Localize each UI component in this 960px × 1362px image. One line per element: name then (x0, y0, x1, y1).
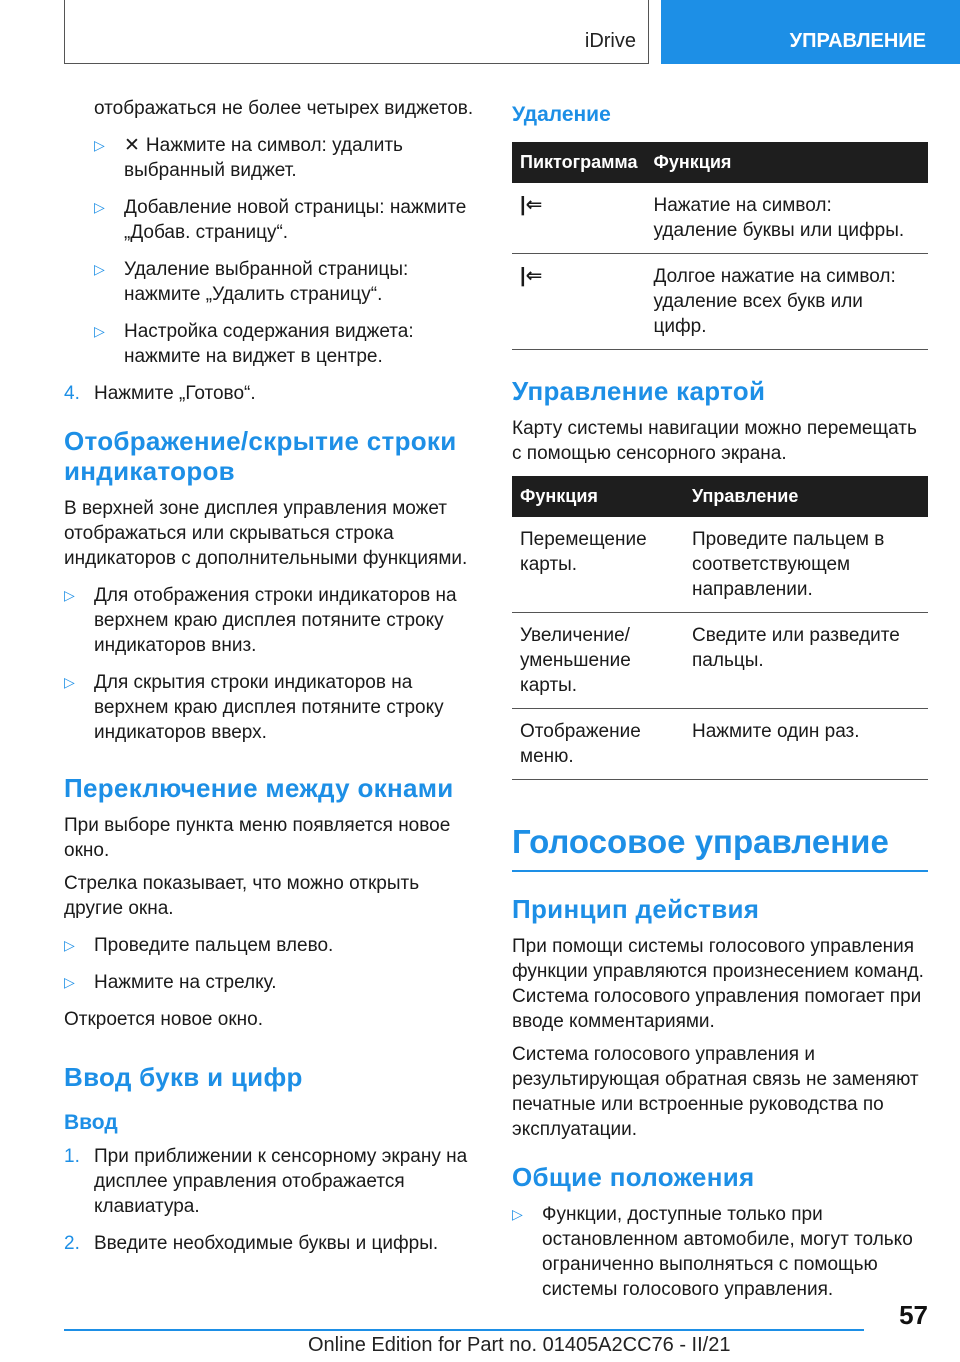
heading-principle: Принцип действия (512, 894, 760, 924)
table-cell: Долгое нажатие на символ: удаление всех букв или цифр. (646, 254, 929, 350)
table-header-cell: Функция (646, 142, 929, 183)
table-row (512, 613, 928, 709)
map-paragraph: Карту системы навигации можно перемещать с помощью сенсорного экрана. (512, 418, 917, 464)
delete-table (512, 142, 928, 350)
switch-item-swipe: ▷ Проведите пальцем влево. (64, 935, 334, 956)
entry-step-2: 2. Введите необходимые буквы и цифры. (64, 1233, 439, 1254)
triangle-bullet-icon: ▷ (94, 199, 105, 215)
heading-voice-control: Голосовое управление (512, 822, 928, 872)
triangle-bullet-icon: ▷ (64, 974, 75, 990)
right-column (512, 96, 928, 1314)
table-cell: Нажатие на символ: удаление буквы или цифры. (646, 183, 929, 254)
table-cell: Перемещение карты. (512, 517, 684, 613)
left-column (64, 96, 480, 1268)
page-number: 57 (899, 1300, 928, 1330)
heading-entry: Ввод (64, 1111, 118, 1134)
status-paragraph: В верхней зоне дисплея управления может отображаться или скрываться строка индикаторов с дополнительными функциями. (64, 498, 468, 569)
table-row (512, 709, 928, 780)
table-cell: Сведите или разведите пальцы. (684, 613, 928, 709)
switch-paragraph-2: Стрелка показывает, что можно открыть другие окна. (64, 873, 420, 919)
sub-item-delete-page: ▷ Удаление выбранной страницы: нажмите „Удалить страницу“. (94, 259, 409, 305)
footer-divider (64, 1329, 864, 1331)
header-idrive: iDrive (584, 30, 636, 52)
table-row (512, 183, 928, 254)
switch-paragraph-3: Откроется новое окно. (64, 1009, 263, 1030)
table-header-row (512, 476, 928, 517)
heading-switch-windows: Переключение между окнами (64, 773, 454, 803)
table-header-cell: Пиктограмма (512, 142, 646, 183)
step-4: 4. Нажмите „Готово“. (64, 383, 256, 404)
continued-text: отображаться не более четырех виджетов. (94, 98, 474, 119)
heading-general: Общие положения (512, 1162, 755, 1192)
heading-status-bar: Отображение/скрытие строки индикаторов (64, 426, 457, 486)
triangle-bullet-icon: ▷ (94, 137, 105, 153)
triangle-bullet-icon: ▷ (64, 937, 75, 953)
header-left-box (64, 0, 649, 64)
general-item: ▷ Функции, доступные только при остановленном автомобиле, могут только ограниченно выполняться с помощью системы голосового управления. (512, 1204, 913, 1300)
principle-paragraph-1: При помощи системы голосового управления функции управляются произнесением команд. Система голосового управления помогает при вводе комментариями. (512, 936, 924, 1032)
close-icon: ✕ (124, 135, 140, 156)
triangle-bullet-icon: ▷ (64, 587, 75, 603)
status-item-hide: ▷ Для скрытия строки индикаторов на верхнем краю дисплея потяните строку индикаторов вверх. (64, 672, 444, 743)
table-header-cell: Функция (512, 476, 684, 517)
footer-edition: Online Edition for Part no. 01405A2CC76 - II/21 (308, 1334, 731, 1356)
table-cell: Проведите пальцем в соответствующем направлении. (684, 517, 928, 613)
backspace-icon: |⇐ (512, 254, 646, 350)
entry-step-1: 1. При приближении к сенсорному экрану на дисплее управления отображается клавиатура. (64, 1146, 468, 1217)
sub-item-add-page: ▷ Добавление новой страницы: нажмите „Добав. страницу“. (94, 197, 467, 243)
heading-input: Ввод букв и цифр (64, 1062, 303, 1092)
table-cell: Отображение меню. (512, 709, 684, 780)
status-item-show: ▷ Для отображения строки индикаторов на верхнем краю дисплея потяните строку индикаторов вниз. (64, 585, 457, 656)
principle-paragraph-2: Система голосового управления и результирующая обратная связь не заменяют печатные или встроенные руководства по эксплуатации. (512, 1044, 919, 1140)
table-row (512, 517, 928, 613)
heading-delete: Удаление (512, 103, 611, 126)
triangle-bullet-icon: ▷ (94, 323, 105, 339)
header-section-tab (661, 0, 960, 64)
table-cell: Увеличение/уменьшение карты. (512, 613, 684, 709)
heading-map-control: Управление картой (512, 376, 766, 406)
triangle-bullet-icon: ▷ (512, 1206, 523, 1222)
switch-paragraph-1: При выборе пункта меню появляется новое окно. (64, 815, 451, 861)
triangle-bullet-icon: ▷ (94, 261, 105, 277)
table-header-cell: Управление (684, 476, 928, 517)
switch-item-arrow: ▷ Нажмите на стрелку. (64, 972, 277, 993)
map-table (512, 476, 928, 780)
table-cell: Нажмите один раз. (684, 709, 928, 780)
triangle-bullet-icon: ▷ (64, 674, 75, 690)
table-row (512, 254, 928, 350)
sub-item-delete-widget: ▷ ✕ Нажмите на символ: удалить выбранный виджет. (94, 135, 403, 181)
header-section-title: УПРАВЛЕНИЕ (789, 30, 926, 52)
table-header-row (512, 142, 928, 183)
sub-item-widget-content: ▷ Настройка содержания виджета: нажмите на виджет в центре. (94, 321, 414, 367)
backspace-icon: |⇐ (512, 183, 646, 254)
